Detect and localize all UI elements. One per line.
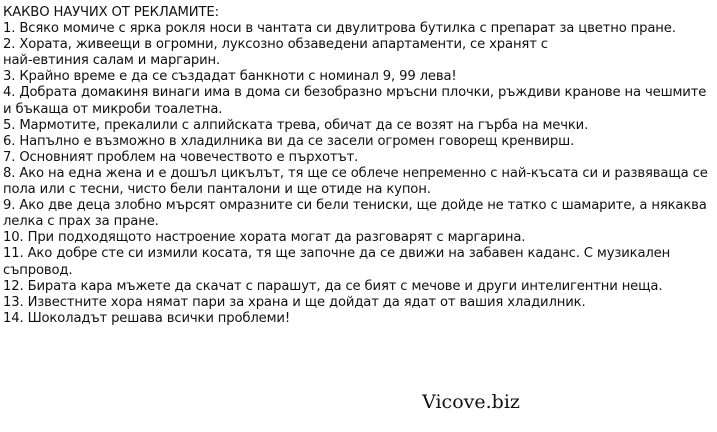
list-item-9: 9. Ако две деца злобно мърсят омразните си бели тениски, ще дойде не татко с шамарите, а някаква лелка с прах за пране. (3, 198, 711, 230)
document-title: КАКВО НАУЧИХ ОТ РЕКЛАМИТЕ: (3, 5, 219, 20)
list-item-14: 14. Шоколадът решава всички проблеми! (3, 310, 290, 326)
list-item-6: 6. Напълно е възможно в хладилника ви да се засели огромен говорещ кренвирш. (3, 133, 575, 149)
list-item-13: 13. Известните хора нямат пари за храна и ще дойдат да ядат от вашия хладилник. (3, 294, 586, 310)
list-item-5: 5. Мармотите, прекалили с алпийската трева, обичат да се возят на гърба на мечки. (3, 117, 589, 133)
footer (0, 391, 717, 413)
list-item-7: 7. Основният проблем на човечеството е пърхотът. (3, 149, 359, 165)
list-item-11: 11. Ако добре сте си измили косата, тя ще започне да се движи на забавен каданс. С музикален съпровод. (3, 246, 675, 278)
list-item-10: 10. При подходящото настроение хората могат да разговарят с маргарина. (3, 230, 526, 246)
site-watermark: Vicove.biz (422, 391, 520, 413)
list-item-3: 3. Крайно време е да се създадат банкноти с номинал 9, 99 лева! (3, 69, 457, 85)
list-item-1: 1. Всяко момиче с ярка рокля носи в чантата си двулитрова бутилка с препарат за цветно пране. (3, 21, 676, 37)
list-item-8: 8. Ако на една жена и е дошъл цикълът, тя ще се облече непременно с най-късата си и развяваща се пола или с тесни, чисто бели панталони и ще отиде на купон. (3, 165, 712, 198)
document-body (3, 5, 715, 327)
list-item-12: 12. Бирата кара мъжете да скачат с парашут, да се бият с мечове и други интелигентни неща. (3, 278, 663, 294)
list-item-4: 4. Добрата домакиня винаги има в дома си безобразно мръсни плочки, ръждиви кранове на чешмите и бъкаща от микроби тоалетна. (3, 85, 711, 117)
list-item-2: 2. Хората, живеещи в огромни, луксозно обзаведени апартаменти, се хранят с най-евтиния салам и маргарин. (3, 37, 548, 69)
